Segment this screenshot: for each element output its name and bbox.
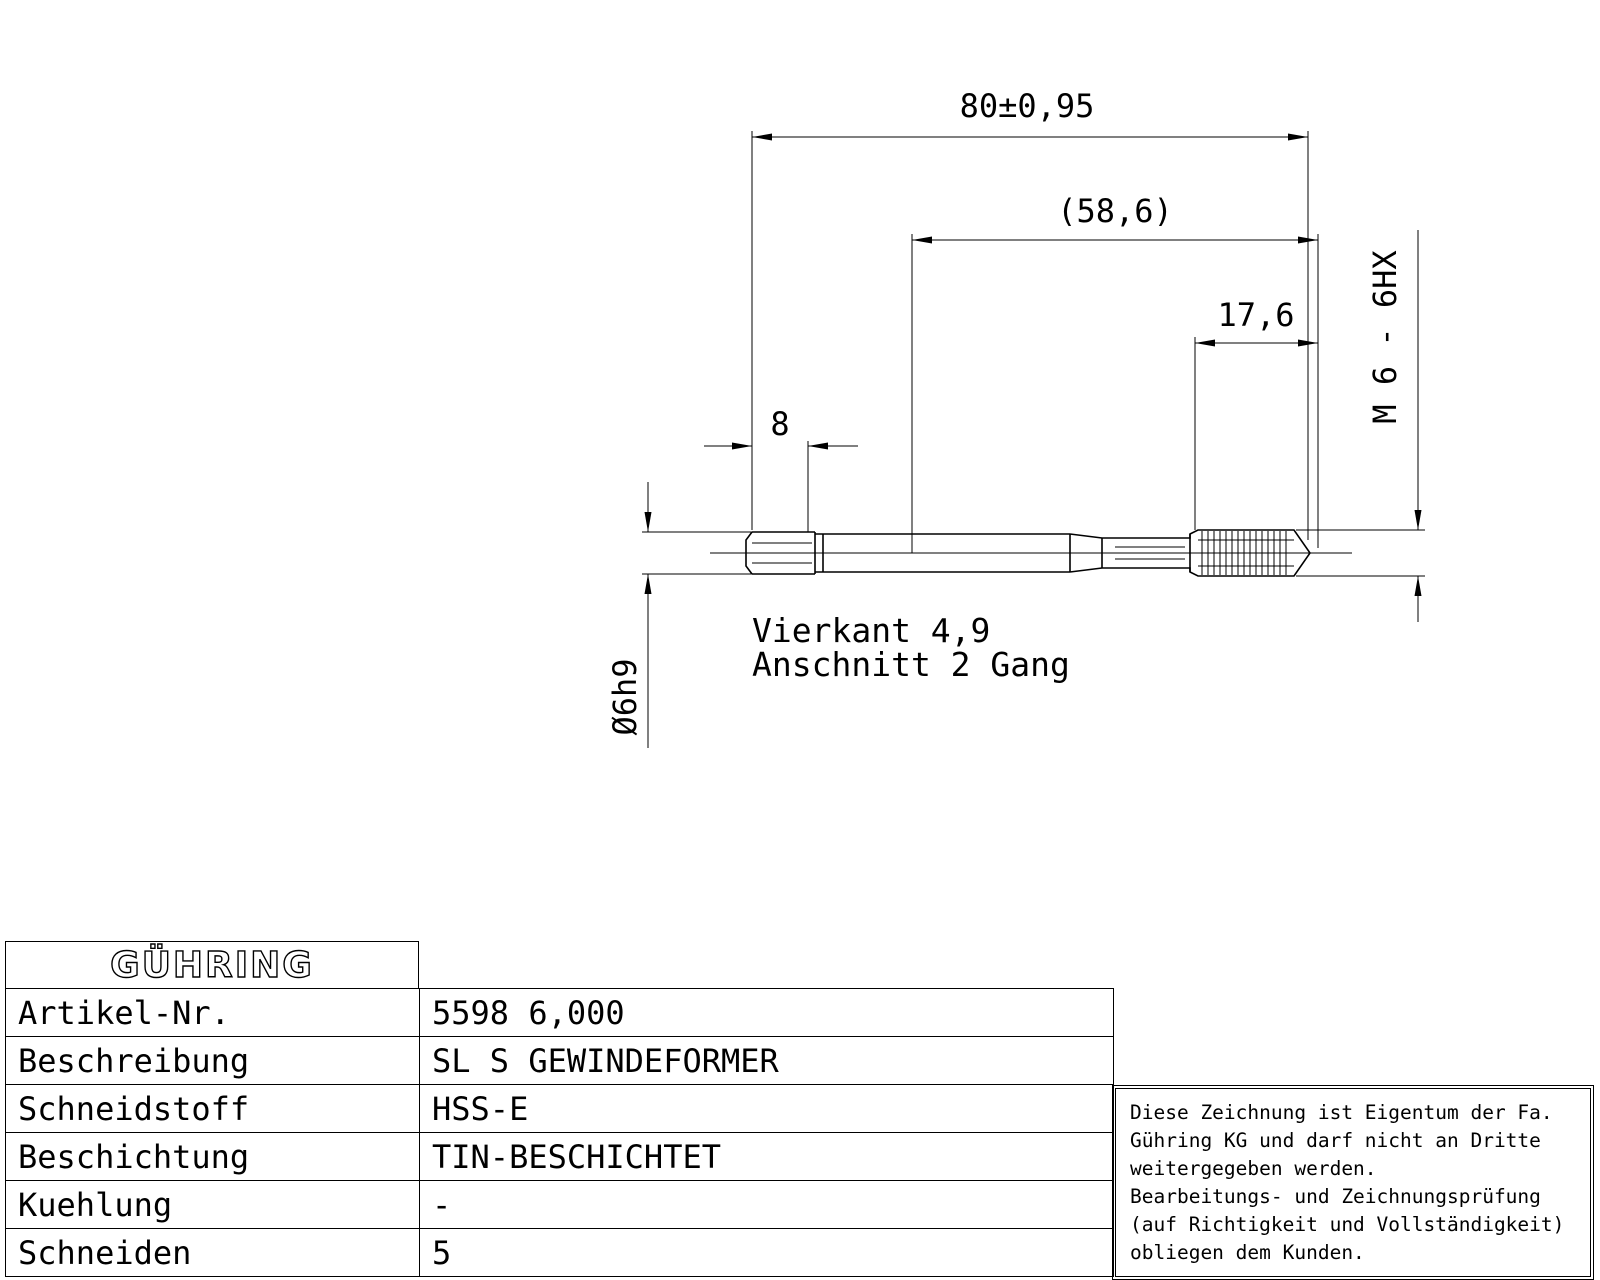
spec-value: SL S GEWINDEFORMER — [420, 1037, 1114, 1085]
dim-square-length — [704, 441, 858, 532]
dim-thread-diameter — [1296, 230, 1425, 622]
square-length-label: 8 — [770, 405, 790, 443]
spec-value: 5598 6,000 — [420, 989, 1114, 1037]
shank-diameter-label: Ø6h9 — [606, 658, 644, 736]
dim-shank-diameter — [642, 482, 760, 748]
spec-value: TIN-BESCHICHTET — [420, 1133, 1114, 1181]
ownership-notice — [1112, 1085, 1594, 1280]
notice-line: (auf Richtigkeit und Vollständigkeit) — [1130, 1213, 1565, 1236]
table-row — [6, 1229, 1114, 1277]
spec-label: Artikel-Nr. — [6, 989, 420, 1037]
table-row — [6, 1085, 1114, 1133]
guehring-logo: GÜHRING — [110, 944, 314, 986]
note-square: Vierkant 4,9 — [752, 611, 991, 650]
spec-label: Schneiden — [6, 1229, 420, 1277]
dim-overall-length — [752, 131, 1308, 540]
notice-text-box — [1115, 1088, 1591, 1277]
spec-table — [5, 988, 1114, 1277]
logo-cell — [5, 941, 419, 989]
note-chamfer: Anschnitt 2 Gang — [752, 645, 1070, 684]
thread-length-label: 17,6 — [1217, 296, 1295, 334]
dim-shank-to-tip — [912, 234, 1318, 553]
thread-spec-label: M 6 - 6HX — [1366, 250, 1404, 424]
spec-label: Kuehlung — [6, 1181, 420, 1229]
table-row — [6, 989, 1114, 1037]
spec-value: HSS-E — [420, 1085, 1114, 1133]
spec-label: Beschichtung — [6, 1133, 420, 1181]
shank-to-tip-label: (58,6) — [1057, 192, 1173, 230]
notice-line: Diese Zeichnung ist Eigentum der Fa. — [1130, 1101, 1553, 1124]
notice-line: Bearbeitungs- und Zeichnungsprüfung — [1130, 1185, 1541, 1208]
table-row — [6, 1133, 1114, 1181]
spec-value: 5 — [420, 1229, 1114, 1277]
notice-line: obliegen dem Kunden. — [1130, 1241, 1365, 1264]
table-row — [6, 1181, 1114, 1229]
spec-value: - — [420, 1181, 1114, 1229]
dim-thread-length — [1195, 337, 1318, 530]
spec-label: Beschreibung — [6, 1037, 420, 1085]
notice-line: weitergegeben werden. — [1130, 1157, 1377, 1180]
notice-line: Gühring KG und darf nicht an Dritte — [1130, 1129, 1541, 1152]
table-row — [6, 1037, 1114, 1085]
overall-length-label: 80±0,95 — [959, 87, 1095, 125]
spec-label: Schneidstoff — [6, 1085, 420, 1133]
